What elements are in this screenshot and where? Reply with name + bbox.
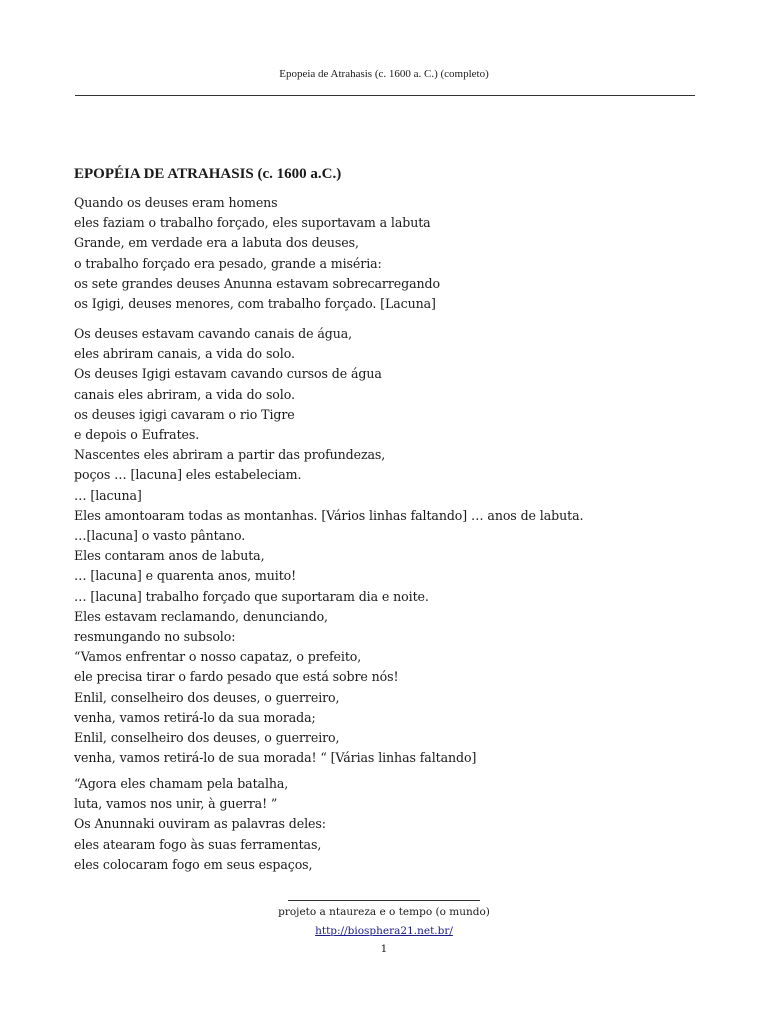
verse-line: os Igigi, deuses menores, com trabalho forçado. [Lacuna] [74,296,436,312]
verse-line: Os deuses estavam cavando canais de água, [74,326,353,341]
verse-line: o trabalho forçado era pesado, grande a miséria: [74,255,382,271]
verse-line: “Agora eles chamam pela batalha, [74,776,289,791]
verse-line: os deuses igigi cavaram o rio Tigre [74,406,295,422]
verse-line: eles faziam o trabalho forçado, eles suportavam a labuta [74,215,431,231]
document-title: EPOPÉIA DE ATRAHASIS (c. 1600 a.C.) [74,166,342,182]
verse-line: ele precisa tirar o fardo pesado que está sobre nós! [74,669,399,685]
verse-line: Enlil, conselheiro dos deuses, o guerreiro, [74,730,340,746]
verse-line: eles colocaram fogo em seus espaços, [74,856,313,872]
page-number: 1 [380,943,388,955]
verse-line: venha, vamos retirá-lo de sua morada! “ [Várias linhas faltando] [74,750,477,766]
verse-line: Eles amontoaram todas as montanhas. [Vários linhas faltando] … anos de labuta. [74,507,584,523]
footer-link-container [0,925,768,937]
verse-line: luta, vamos nos unir, à guerra! ” [74,796,278,812]
verse-line: … [lacuna] [74,487,142,503]
stanza-3 [74,774,326,875]
verse-line: venha, vamos retirá-lo da sua morada; [74,709,316,725]
verse-line: poços … [lacuna] eles estabeleciam. [74,467,302,483]
verse-line: Nascentes eles abriram a partir das profundezas, [74,447,386,463]
verse-line: … [lacuna] trabalho forçado que suportaram dia e noite. [74,588,429,604]
verse-line: e depois o Eufrates. [74,427,200,443]
verse-line: resmungando no subsolo: [74,629,236,645]
header-divider [75,95,695,96]
verse-line: Eles estavam reclamando, denunciando, [74,608,328,624]
verse-line: os sete grandes deuses Anunna estavam sobrecarregando [74,275,440,291]
verse-line: Quando os deuses eram homens [74,195,278,210]
stanza-1 [74,193,440,314]
verse-line: canais eles abriram, a vida do solo. [74,386,295,402]
verse-line: Grande, em verdade era a labuta dos deuses, [74,235,359,251]
verse-line: Eles contaram anos de labuta, [74,548,265,564]
verse-line: eles abriram canais, a vida do solo. [74,346,295,362]
website-link[interactable]: http://biosphera21.net.br/ [315,925,453,937]
verse-line: Os Anunnaki ouviram as palavras deles: [74,816,326,832]
verse-line: Enlil, conselheiro dos deuses, o guerreiro, [74,689,340,705]
verse-line: eles atearam fogo às suas ferramentas, [74,836,322,852]
running-header: Epopeia de Atrahasis (c. 1600 a. C.) (completo) [279,68,489,80]
verse-line: Os deuses Igigi estavam cavando cursos de água [74,366,382,382]
stanza-2 [74,324,583,768]
footer-note: projeto a ntaureza e o tempo (o mundo) [278,906,490,918]
verse-line: “Vamos enfrentar o nosso capataz, o prefeito, [74,649,362,665]
verse-line: …[lacuna] o vasto pântano. [74,528,246,544]
verse-line: … [lacuna] e quarenta anos, muito! [74,568,297,584]
footer-divider [288,900,480,901]
